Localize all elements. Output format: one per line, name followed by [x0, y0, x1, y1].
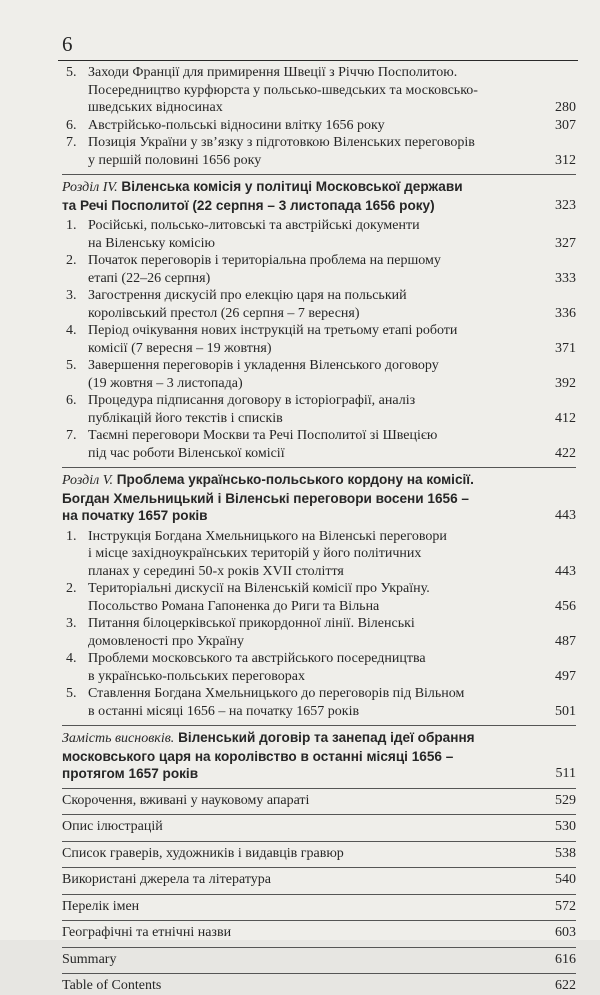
- chapter-title-line: Богдан Хмельницький і Віленські переговори восени 1656 –: [62, 490, 469, 506]
- section-divider: [62, 973, 576, 974]
- toc-entry-title-line: Процедура підписання договору в історіографії, аналіз: [88, 393, 416, 408]
- appendix-entry: [62, 977, 576, 995]
- chapter-5: [62, 471, 576, 720]
- chapter-title: [62, 729, 528, 783]
- toc-page-number: 538: [555, 845, 576, 861]
- toc-entry-title-line: на Віленську комісію: [88, 235, 215, 251]
- toc-entry-title-line: шведських відносинах: [88, 100, 223, 115]
- appendix-title: Опис ілюстрацій: [62, 819, 163, 834]
- toc-entry-number: 3.: [66, 616, 77, 631]
- section-divider: [62, 920, 576, 921]
- toc-entry-number: 4.: [66, 651, 77, 666]
- toc-entry-title-line: планах у середині 50-х років XVII століття: [88, 563, 344, 579]
- toc-entry-title-line: домовленості про Україну: [88, 633, 244, 649]
- toc-entry-title-line: і місце західноукраїнських територій у його політичних: [88, 546, 422, 561]
- toc-entry-title-line: під час роботи Віленської комісії: [88, 445, 285, 461]
- toc-entry-number: 1.: [66, 218, 77, 233]
- toc-entry-title-line: Інструкція Богдана Хмельницького на Віленські переговори: [88, 528, 447, 544]
- section-divider: [62, 894, 576, 895]
- toc-entry-title-line: Посольство Романа Гапоненка до Риги та Вільна: [88, 598, 380, 614]
- appendix-title: Table of Contents: [62, 978, 162, 993]
- toc-entry-title-line: Російські, польсько-литовські та австрійські документи: [88, 218, 420, 233]
- section-divider: [62, 867, 576, 868]
- toc-entry-title-line: Завершення переговорів і укладення Віленського договору: [88, 358, 439, 373]
- appendix-entry: [62, 871, 576, 889]
- chapter-heading: [62, 729, 576, 783]
- toc-entry-number: 5.: [66, 358, 77, 373]
- toc-entry: 4. Період очікування нових інструкцій на третьому етапі роботи комісії (7 вересня – 19 жовтня) 371: [66, 323, 576, 356]
- toc-entry-title-line: публікацій його текстів і списків: [88, 410, 283, 426]
- chapter-title-line: протягом 1657 років: [62, 766, 199, 781]
- toc-entry-title-line: Посередництво курфюрста у польсько-шведських та московсько-: [88, 82, 478, 98]
- toc-entry-title-line: (19 жовтня – 3 листопада): [88, 375, 243, 391]
- appendix-entry: [62, 898, 576, 916]
- toc-entry-number: 5.: [66, 65, 77, 80]
- toc-entry: 3. Загострення дискусій про елекцію царя на польський королівський престол (26 серпня – 7 вересня) 336: [66, 288, 576, 321]
- toc-entry-number: 2.: [66, 581, 77, 596]
- appendix-entry: [62, 792, 576, 810]
- toc-entry-title-line: Початок переговорів і територіальна проблема на першому: [88, 253, 441, 268]
- toc-entry-title-line: в останні місяці 1656 – на початку 1657 років: [88, 703, 360, 719]
- toc-entry-title-line: комісії (7 вересня – 19 жовтня): [88, 340, 272, 356]
- conclusion: [62, 729, 576, 783]
- toc-entry: 2. Територіальні дискусії на Віленській комісії про Україну. Посольство Романа Гапоненка до Риги та Вільна 456: [66, 581, 576, 614]
- toc-page-number: 323: [555, 197, 576, 213]
- toc-entry-number: 7.: [66, 135, 77, 150]
- toc-page-number: 540: [555, 872, 576, 887]
- toc-entry-number: 4.: [66, 323, 77, 338]
- appendix-entry: [62, 951, 576, 969]
- table-of-contents: [62, 64, 576, 995]
- toc-entry-number: 5.: [66, 686, 77, 701]
- appendix-entry: [62, 924, 576, 942]
- section-divider: [62, 174, 576, 175]
- toc-entry-number: 3.: [66, 288, 77, 303]
- toc-entry-title-line: Таємні переговори Москви та Речі Посполитої зі Швецією: [88, 428, 438, 443]
- section-divider: [62, 947, 576, 948]
- toc-entry-title-line: в українсько-польських переговорах: [88, 668, 305, 684]
- chapter-title-line: московського царя на королівство в останні місяці 1656 –: [62, 748, 454, 764]
- toc-page-number: 511: [555, 766, 576, 781]
- toc-page-number: 443: [555, 508, 576, 523]
- toc-entry-title-line: Питання білоцерківської прикордонної лінії. Віленські: [88, 616, 415, 631]
- toc-entry-number: 6.: [66, 117, 77, 133]
- appendix-title: Використані джерела та література: [62, 872, 271, 887]
- toc-entry-title-line: Проблеми московського та австрійського посередництва: [88, 651, 426, 666]
- chapter-3-items: [62, 64, 576, 169]
- appendix-entry: [62, 818, 576, 836]
- toc-entry: 6. Процедура підписання договору в історіографії, аналіз публікацій його текстів і списків 412: [66, 393, 576, 426]
- toc-page-number: 622: [555, 978, 576, 993]
- toc-entry: 5. Завершення переговорів і укладення Віленського договору (19 жовтня – 3 листопада) 392: [66, 358, 576, 391]
- toc-entry-title-line: Австрійсько-польські відносини влітку 1656 року: [88, 117, 385, 133]
- chapter-title-line: на початку 1657 років: [62, 508, 208, 523]
- chapter-title: [62, 178, 528, 214]
- section-divider: [62, 788, 576, 789]
- toc-page-number: 529: [555, 792, 576, 808]
- toc-entry: 7. Позиція України у зв’язку з підготовкою Віленських переговорів у першій половині 1656 року 312: [66, 135, 576, 168]
- toc-entry-title-line: етапі (22–26 серпня): [88, 270, 211, 286]
- toc-page-number: 603: [555, 925, 576, 940]
- section-divider: [62, 725, 576, 726]
- toc-entry-title-line: у першій половині 1656 року: [88, 152, 262, 168]
- header-rule: [58, 60, 578, 61]
- chapter-title: [62, 471, 528, 525]
- chapter-title-line: та Речі Посполитої (22 серпня – 3 листопада 1656 року): [62, 197, 435, 213]
- toc-entry: 5. Ставлення Богдана Хмельницького до переговорів під Вільном в останні місяці 1656 – на початку 1657 років 501: [66, 686, 576, 719]
- toc-page-number: 530: [555, 819, 576, 834]
- toc-entry-title-line: Територіальні дискусії на Віленській комісії про Україну.: [88, 581, 430, 596]
- appendix-title: Summary: [62, 951, 117, 967]
- toc-entry-title-line: Позиція України у зв’язку з підготовкою Віленських переговорів: [88, 135, 475, 150]
- toc-entry: 4. Проблеми московського та австрійського посередництва в українсько-польських переговорах 497: [66, 651, 576, 684]
- appendix-entry: [62, 845, 576, 863]
- toc-entry-number: 2.: [66, 253, 77, 268]
- chapter-title-line: Віленський договір та занепад ідеї обрання: [178, 730, 475, 745]
- chapter-heading: [62, 471, 576, 525]
- toc-entry: 5. Заходи Франції для примирення Швеції з Річчю Посполитою. Посередництво курфюрста у польсько-шведських та московсько- шведських відносинах 280: [66, 65, 576, 115]
- chapter-label: Розділ IV.: [62, 180, 118, 195]
- appendix-title: Скорочення, вживані у науковому апараті: [62, 792, 310, 808]
- toc-page-number: 616: [555, 951, 576, 967]
- toc-entry-number: 6.: [66, 393, 77, 408]
- chapter-label: Розділ V.: [62, 473, 113, 488]
- chapter-heading: [62, 178, 576, 214]
- toc-entry-title-line: Заходи Франції для примирення Швеції з Річчю Посполитою.: [88, 65, 458, 80]
- section-divider: [62, 814, 576, 815]
- toc-entry: 2. Початок переговорів і територіальна проблема на першому етапі (22–26 серпня) 333: [66, 253, 576, 286]
- toc-entry: 7. Таємні переговори Москви та Речі Посполитої зі Швецією під час роботи Віленської комісії 422: [66, 428, 576, 461]
- chapter-title-line: Проблема українсько-польського кордону на комісії.: [116, 472, 474, 487]
- toc-entry: 1. Інструкція Богдана Хмельницького на Віленські переговори і місце західноукраїнських територій у його політичних планах у середині 50-х років XVII століття 443: [66, 528, 576, 579]
- appendix-title: Перелік імен: [62, 898, 140, 914]
- toc-entry: 6. Австрійсько-польські відносини влітку 1656 року 307: [66, 117, 576, 133]
- toc-entry-title-line: Період очікування нових інструкцій на третьому етапі роботи: [88, 323, 458, 338]
- chapter-title-line: Віленська комісія у політиці Московської держави: [121, 179, 463, 194]
- toc-page-number: 572: [555, 898, 576, 914]
- appendix-title: Список граверів, художників і видавців гравюр: [62, 845, 344, 861]
- toc-entry-number: 1.: [66, 528, 77, 544]
- toc-entry-title-line: Загострення дискусій про елекцію царя на польський: [88, 288, 407, 303]
- toc-entry: 1. Російські, польсько-литовські та австрійські документи на Віленську комісію 327: [66, 218, 576, 251]
- toc-entry-number: 7.: [66, 428, 77, 443]
- toc-entry-title-line: Ставлення Богдана Хмельницького до переговорів під Вільном: [88, 686, 465, 701]
- page-number: 6: [62, 32, 73, 56]
- chapter-label: Замість висновків.: [62, 731, 175, 746]
- appendix-title: Географічні та етнічні назви: [62, 925, 232, 940]
- section-divider: [62, 467, 576, 468]
- toc-entry-title-line: королівський престол (26 серпня – 7 вересня): [88, 305, 360, 321]
- chapter-4: [62, 178, 576, 462]
- toc-entry: 3. Питання білоцерківської прикордонної лінії. Віленські домовленості про Україну 487: [66, 616, 576, 649]
- section-divider: [62, 841, 576, 842]
- appendix-list: [62, 788, 576, 995]
